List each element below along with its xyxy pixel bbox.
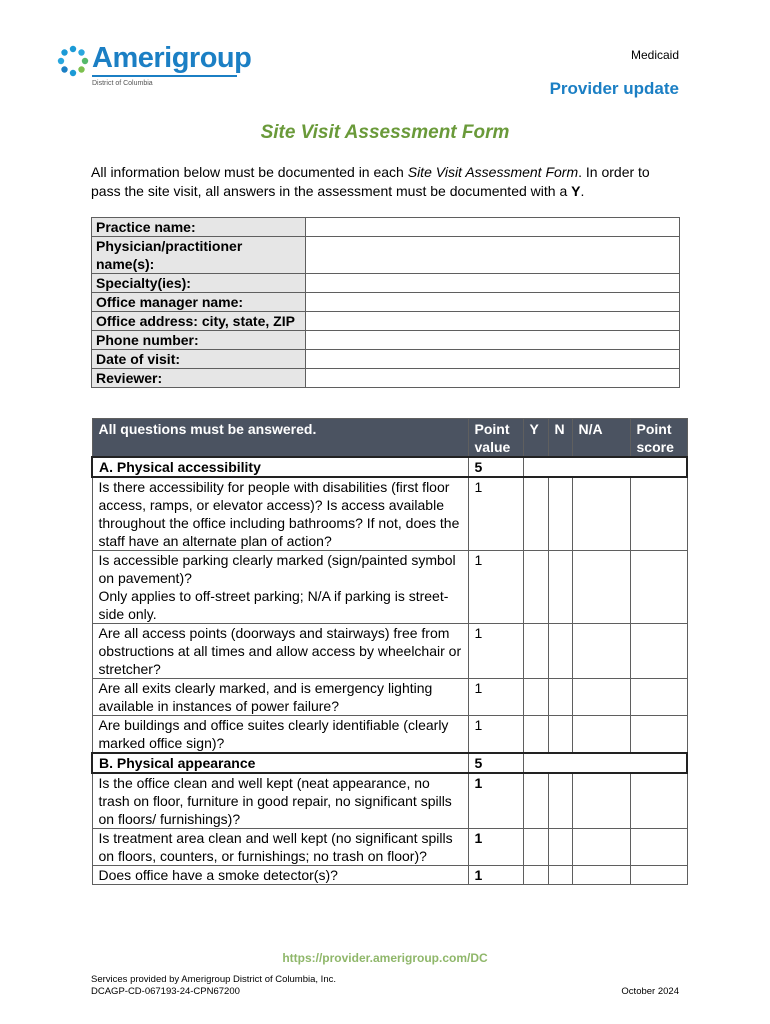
question-note: Only applies to off-street parking; N/A if parking is street-side only. — [98, 588, 449, 622]
question-points: 1 — [468, 716, 523, 754]
question-text-block — [92, 551, 468, 624]
na-cell[interactable] — [572, 477, 630, 551]
footer-date: October 2024 — [621, 986, 679, 997]
section-points: 5 — [468, 457, 523, 477]
table-row — [92, 477, 687, 551]
intro-form-name: Site Visit Assessment Form — [407, 164, 579, 180]
question-points: 1 — [468, 773, 523, 829]
info-label-phone: Phone number: — [92, 331, 306, 350]
section-row-a — [92, 457, 687, 477]
reviewer-field[interactable] — [306, 369, 680, 388]
info-label-date: Date of visit: — [92, 350, 306, 369]
na-cell[interactable] — [572, 773, 630, 829]
yes-cell[interactable] — [523, 716, 548, 754]
intro-text: . In order to pass the site visit, all answers in the assessment must be documented with a — [91, 164, 650, 199]
na-cell[interactable] — [572, 866, 630, 885]
score-cell[interactable] — [630, 679, 687, 716]
footer-line2: DCAGP-CD-067193-24-CPN67200 — [91, 986, 240, 997]
yes-cell[interactable] — [523, 624, 548, 679]
practice-info-table — [91, 217, 680, 388]
question-text: Are buildings and office suites clearly identifiable (clearly marked office sign)? — [92, 716, 468, 754]
score-cell[interactable] — [630, 866, 687, 885]
yes-cell[interactable] — [523, 866, 548, 885]
logo-underline — [92, 75, 237, 77]
header-no: N — [548, 419, 572, 458]
no-cell[interactable] — [548, 679, 572, 716]
amerigroup-logo — [56, 40, 256, 92]
no-cell[interactable] — [548, 866, 572, 885]
logo-subtitle: District of Columbia — [92, 80, 153, 87]
question-text: Is the office clean and well kept (neat appearance, no trash on floor, furniture in good repair, no significant spills on floors/ furnishings)? — [92, 773, 468, 829]
header-question: All questions must be answered. — [92, 419, 468, 458]
intro-answer: Y — [571, 183, 581, 199]
form-title: Site Visit Assessment Form — [260, 122, 510, 143]
intro-paragraph — [91, 163, 683, 201]
physician-field[interactable] — [306, 237, 680, 274]
section-label: A. Physical accessibility — [92, 457, 468, 477]
office-manager-field[interactable] — [306, 293, 680, 312]
no-cell[interactable] — [548, 829, 572, 866]
footer-line1: Services provided by Amerigroup District of Columbia, Inc. — [91, 974, 336, 985]
date-of-visit-field[interactable] — [306, 350, 680, 369]
score-cell[interactable] — [630, 624, 687, 679]
section-label: B. Physical appearance — [92, 753, 468, 773]
yes-cell[interactable] — [523, 829, 548, 866]
info-row — [92, 350, 680, 369]
table-row — [92, 624, 687, 679]
section-row-b — [92, 753, 687, 773]
no-cell[interactable] — [548, 773, 572, 829]
table-row — [92, 679, 687, 716]
score-cell[interactable] — [630, 477, 687, 551]
info-row — [92, 331, 680, 350]
info-label-practice-name: Practice name: — [92, 218, 306, 237]
table-row — [92, 716, 687, 754]
intro-text: All information below must be documented in each — [91, 164, 408, 180]
header-yes: Y — [523, 419, 548, 458]
office-address-field[interactable] — [306, 312, 680, 331]
intro-text: . — [580, 183, 585, 199]
yes-cell[interactable] — [523, 679, 548, 716]
info-row — [92, 218, 680, 237]
na-cell[interactable] — [572, 679, 630, 716]
doc-type-label: Provider update — [549, 79, 679, 98]
question-points: 1 — [468, 551, 523, 624]
info-row — [92, 293, 680, 312]
score-cell[interactable] — [630, 551, 687, 624]
question-text: Is there accessibility for people with disabilities (first floor access, ramps, or elevator access)? Is access available throughout the office including bathrooms? If not, does the staff have an alternate plan of action? — [92, 477, 468, 551]
question-points: 1 — [468, 679, 523, 716]
info-label-office-manager: Office manager name: — [92, 293, 306, 312]
question-text: Does office have a smoke detector(s)? — [92, 866, 468, 885]
no-cell[interactable] — [548, 624, 572, 679]
question-text: Is accessible parking clearly marked (sign/painted symbol on pavement)? — [98, 552, 456, 586]
no-cell[interactable] — [548, 551, 572, 624]
info-row — [92, 237, 680, 274]
na-cell[interactable] — [572, 624, 630, 679]
no-cell[interactable] — [548, 477, 572, 551]
header-point-score: Point score — [630, 419, 687, 458]
na-cell[interactable] — [572, 716, 630, 754]
yes-cell[interactable] — [523, 477, 548, 551]
assessment-table — [91, 418, 688, 885]
info-label-reviewer: Reviewer: — [92, 369, 306, 388]
table-row — [92, 866, 687, 885]
yes-cell[interactable] — [523, 551, 548, 624]
section-score-field[interactable] — [523, 457, 687, 477]
section-score-field[interactable] — [523, 753, 687, 773]
practice-name-field[interactable] — [306, 218, 680, 237]
specialty-field[interactable] — [306, 274, 680, 293]
question-points: 1 — [468, 477, 523, 551]
info-label-specialty: Specialty(ies): — [92, 274, 306, 293]
question-text: Are all access points (doorways and stairways) free from obstructions at all times and allow access by wheelchair or stretcher? — [92, 624, 468, 679]
yes-cell[interactable] — [523, 773, 548, 829]
no-cell[interactable] — [548, 716, 572, 754]
score-cell[interactable] — [630, 773, 687, 829]
logo-wordmark: Amerigroup — [92, 42, 252, 74]
header-point-value: Point value — [468, 419, 523, 458]
question-text: Is treatment area clean and well kept (no significant spills on floors, counters, or furnishings; no trash on floor)? — [92, 829, 468, 866]
info-label-address: Office address: city, state, ZIP — [92, 312, 306, 331]
table-row — [92, 829, 687, 866]
provider-url-link[interactable]: https://provider.amerigroup.com/DC — [282, 951, 488, 965]
score-cell[interactable] — [630, 716, 687, 754]
sunburst-logo-icon — [56, 44, 90, 78]
phone-field[interactable] — [306, 331, 680, 350]
table-row — [92, 773, 687, 829]
na-cell[interactable] — [572, 829, 630, 866]
question-points: 1 — [468, 866, 523, 885]
footer-legal — [91, 974, 336, 998]
section-points: 5 — [468, 753, 523, 773]
table-header-row — [92, 419, 687, 458]
question-points: 1 — [468, 829, 523, 866]
info-label-physician: Physician/practitioner name(s): — [92, 237, 306, 274]
score-cell[interactable] — [630, 829, 687, 866]
table-row — [92, 551, 687, 624]
na-cell[interactable] — [572, 551, 630, 624]
info-row — [92, 369, 680, 388]
info-row — [92, 312, 680, 331]
program-label: Medicaid — [630, 48, 679, 62]
header-na: N/A — [572, 419, 630, 458]
info-row — [92, 274, 680, 293]
question-text: Are all exits clearly marked, and is emergency lighting available in instances of power failure? — [92, 679, 468, 716]
question-points: 1 — [468, 624, 523, 679]
